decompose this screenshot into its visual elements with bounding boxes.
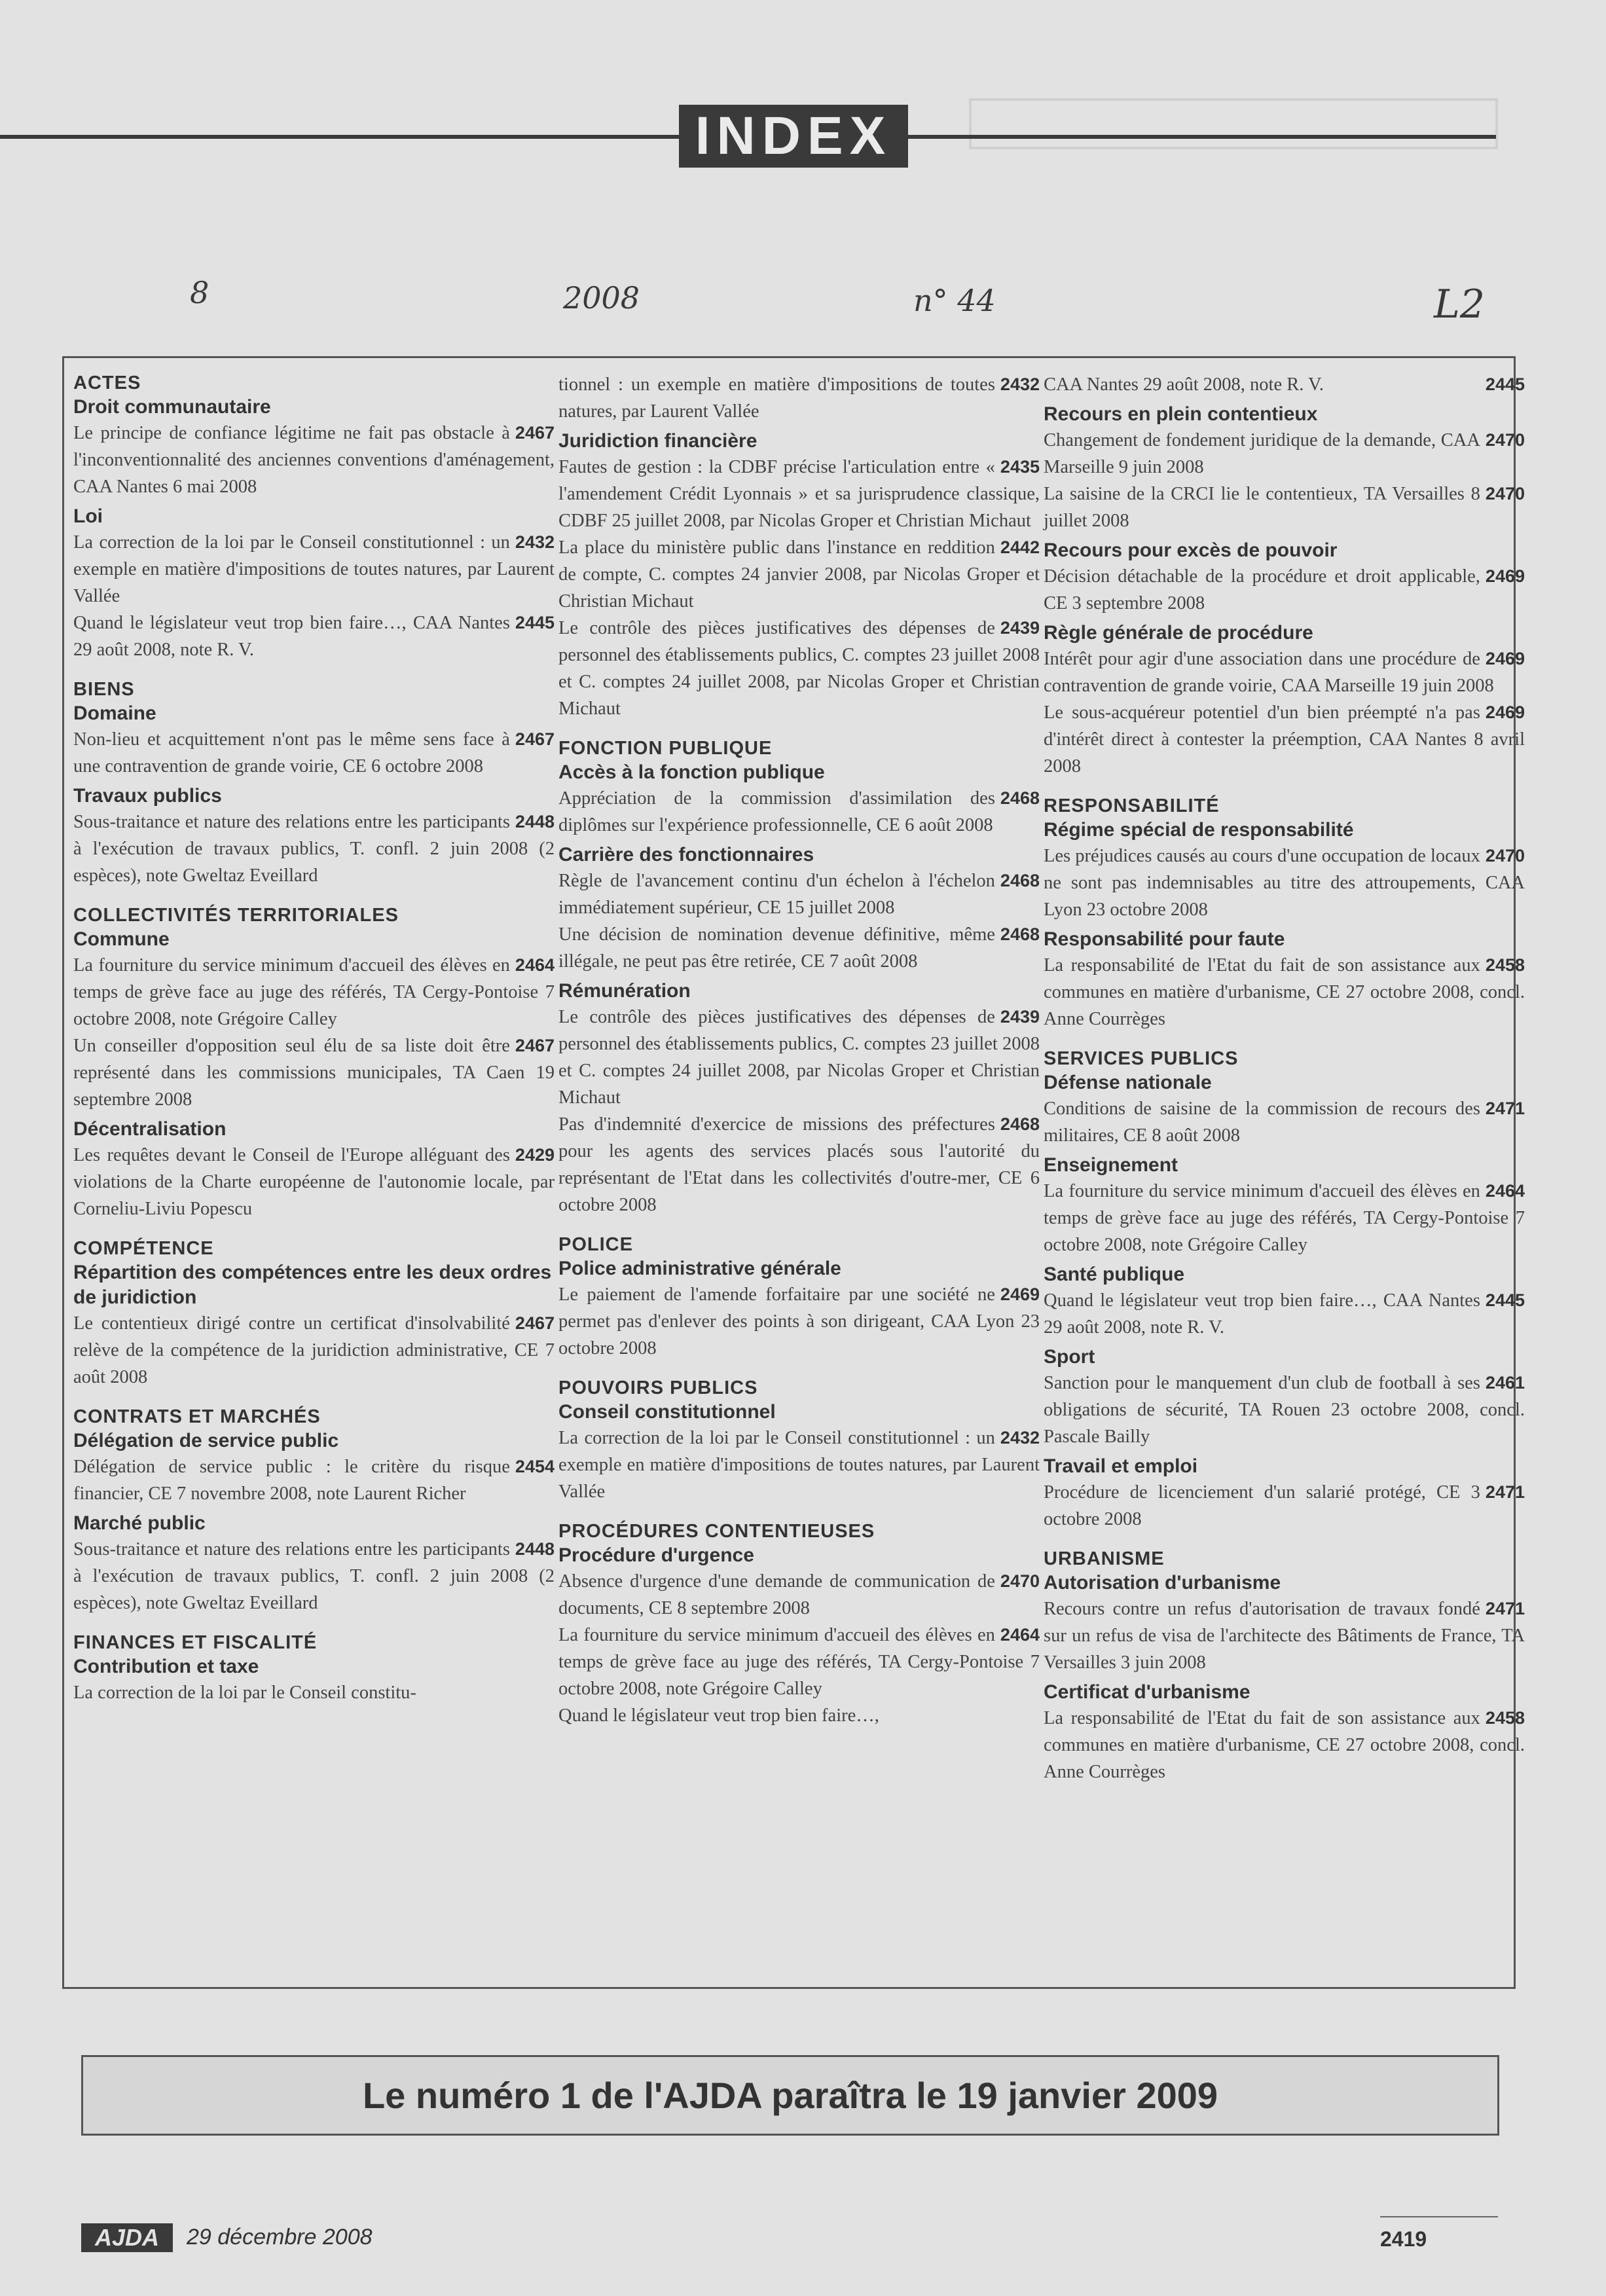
index-column-1 xyxy=(73,371,555,1710)
index-section xyxy=(558,371,1040,722)
index-entry xyxy=(73,1453,555,1507)
entry-text: Non-lieu et acquittement n'ont pas le même sens face à une contravention de grande voirie, CE 6 octobre 2008 xyxy=(73,729,510,776)
entry-text: Recours contre un refus d'autorisation de travaux fondé sur un refus de visa de l'architecte des Bâtiments de France, TA Versailles 3 juin 2008 xyxy=(1044,1599,1525,1673)
topic-heading: Accès à la fonction publique xyxy=(558,761,825,783)
topic-heading: Procédure d'urgence xyxy=(558,1544,754,1566)
index-topic xyxy=(73,927,555,1113)
topic-heading: Décentralisation xyxy=(73,1118,227,1140)
entry-page-number: 2445 xyxy=(1485,1290,1525,1310)
index-section xyxy=(1044,1547,1525,1785)
entry-text: La correction de la loi par le Conseil constitutionnel : un exemple en matière d'impositions de toutes natures, par Laurent Vallée xyxy=(558,1428,1040,1502)
index-entry xyxy=(558,615,1040,722)
entry-text: Fautes de gestion : la CDBF précise l'articulation entre « l'amendement Crédit Lyonnais » et sa jurisprudence classique, CDBF 25 juillet 2008, par Nicolas Groper et Christian Michaut xyxy=(558,457,1040,531)
index-topic xyxy=(73,701,555,780)
index-topic xyxy=(73,395,555,500)
entry-page-number: 2468 xyxy=(1000,788,1040,808)
index-section xyxy=(73,1237,555,1391)
entry-page-number: 2469 xyxy=(1485,649,1525,668)
entry-page-number: 2470 xyxy=(1485,430,1525,450)
entry-page-number: 2432 xyxy=(1000,1428,1040,1448)
index-topic xyxy=(558,1256,1040,1362)
index-title: INDEX xyxy=(679,105,908,168)
index-topic xyxy=(1044,621,1525,780)
index-entry xyxy=(558,1004,1040,1111)
index-topic xyxy=(558,979,1040,1218)
index-entry xyxy=(558,454,1040,534)
section-heading: CONTRATS ET MARCHÉS xyxy=(73,1406,321,1427)
topic-heading: Juridiction financière xyxy=(558,430,757,452)
index-section xyxy=(1044,371,1525,780)
section-heading: POLICE xyxy=(558,1234,633,1255)
entry-page-number: 2470 xyxy=(1485,484,1525,503)
index-column-3 xyxy=(1044,371,1525,1789)
index-topic xyxy=(73,1654,555,1706)
topic-heading: Droit communautaire xyxy=(73,396,271,418)
index-topic xyxy=(73,1429,555,1507)
entry-page-number: 2467 xyxy=(515,423,555,443)
section-heading: URBANISME xyxy=(1044,1548,1165,1569)
entry-text: Le contrôle des pièces justificatives des dépenses de personnel des établissements publics, C. comptes 23 juillet 2008 et C. comptes 24 juillet 2008, par Nicolas Groper et Christian Michaut xyxy=(558,1007,1040,1108)
section-heading: COLLECTIVITÉS TERRITORIALES xyxy=(73,905,399,926)
index-topic xyxy=(558,1400,1040,1505)
ajda-logo: AJDA xyxy=(81,2223,173,2252)
entry-text: Le paiement de l'amende forfaitaire par une société ne permet pas d'enlever des points à son dirigeant, CAA Lyon 23 octobre 2008 xyxy=(558,1285,1040,1358)
entry-page-number: 2439 xyxy=(1000,618,1040,638)
entry-page-number: 2468 xyxy=(1000,871,1040,890)
index-topic xyxy=(1044,1070,1525,1149)
entry-page-number: 2464 xyxy=(1485,1181,1525,1201)
topic-heading: Autorisation d'urbanisme xyxy=(1044,1572,1281,1594)
index-entry xyxy=(73,726,555,780)
topic-heading: Recours pour excès de pouvoir xyxy=(1044,539,1338,561)
entry-text: Le contentieux dirigé contre un certificat d'insolvabilité relève de la compétence de la juridiction administrative, CE 7 août 2008 xyxy=(73,1313,555,1387)
index-topic xyxy=(558,760,1040,839)
index-entry xyxy=(1044,481,1525,534)
issue-date: 29 décembre 2008 xyxy=(187,2225,373,2250)
entry-page-number: 2467 xyxy=(515,729,555,749)
entry-text: La responsabilité de l'Etat du fait de son assistance aux communes en matière d'urbanisme, CE 27 octobre 2008, concl. Anne Courrèges xyxy=(1044,955,1525,1029)
entry-text: La fourniture du service minimum d'accueil des élèves en temps de grève face au juge des référés, TA Cergy-Pontoise 7 octobre 2008, note Grégoire Calley xyxy=(73,955,555,1029)
index-section xyxy=(558,737,1040,1218)
index-topic xyxy=(1044,927,1525,1032)
handwritten-note-3: n° 44 xyxy=(913,283,996,318)
entry-page-number: 2432 xyxy=(515,532,555,552)
index-entry xyxy=(558,1425,1040,1505)
entry-page-number: 2471 xyxy=(1485,1599,1525,1618)
entry-page-number: 2469 xyxy=(1485,702,1525,722)
entry-page-number: 2429 xyxy=(515,1145,555,1165)
entry-text: tionnel : un exemple en matière d'impositions de toutes natures, par Laurent Vallée xyxy=(558,374,995,422)
entry-text: Pas d'indemnité d'exercice de missions des préfectures pour les agents des services placés sous l'autorité du représentant de l'Etat dans les collectivités d'outre-mer, CE 6 octobre 2008 xyxy=(558,1114,1040,1215)
index-entry xyxy=(1044,1095,1525,1149)
handwritten-note-4: L2 xyxy=(1434,282,1486,327)
entry-text: La place du ministère public dans l'instance en reddition de compte, C. comptes 24 janvier 2008, par Nicolas Groper et Christian Michaut xyxy=(558,538,1040,611)
index-topic xyxy=(73,1117,555,1222)
index-section xyxy=(73,1405,555,1616)
index-entry xyxy=(1044,1370,1525,1450)
entry-page-number: 2464 xyxy=(515,955,555,975)
entry-page-number: 2468 xyxy=(1000,1114,1040,1134)
entry-text: La correction de la loi par le Conseil constitutionnel : un exemple en matière d'impositions de toutes natures, par Laurent Vallée xyxy=(73,532,555,606)
section-heading: FINANCES ET FISCALITÉ xyxy=(73,1632,318,1653)
index-topic xyxy=(1044,1345,1525,1450)
index-topic xyxy=(1044,1454,1525,1533)
index-entry xyxy=(558,1702,1040,1729)
entry-text: La saisine de la CRCI lie le contentieux, TA Versailles 8 juillet 2008 xyxy=(1044,484,1480,531)
topic-heading: Enseignement xyxy=(1044,1154,1178,1176)
page-number: 2419 xyxy=(1380,2227,1427,2251)
entry-text: Décision détachable de la procédure et droit applicable, CE 3 septembre 2008 xyxy=(1044,566,1480,613)
topic-heading: Responsabilité pour faute xyxy=(1044,928,1285,950)
entry-page-number: 2432 xyxy=(1000,374,1040,394)
entry-page-number: 2448 xyxy=(515,1539,555,1559)
index-topic xyxy=(558,371,1040,425)
topic-heading: Régime spécial de responsabilité xyxy=(1044,819,1354,841)
topic-heading: Travaux publics xyxy=(73,785,222,807)
index-topic xyxy=(73,504,555,663)
index-topic xyxy=(1044,1680,1525,1785)
entry-page-number: 2469 xyxy=(1000,1285,1040,1304)
topic-heading: Recours en plein contentieux xyxy=(1044,403,1318,425)
topic-heading: Marché public xyxy=(73,1512,206,1534)
entry-text: Absence d'urgence d'une demande de communication de documents, CE 8 septembre 2008 xyxy=(558,1571,995,1618)
entry-text: Quand le législateur veut trop bien faire…, xyxy=(558,1705,879,1726)
index-section xyxy=(558,1233,1040,1362)
entry-page-number: 2461 xyxy=(1485,1373,1525,1393)
index-topic xyxy=(558,429,1040,722)
index-section xyxy=(73,371,555,663)
entry-text: Une décision de nomination devenue définitive, même illégale, ne peut pas être retirée, CE 7 août 2008 xyxy=(558,924,995,972)
index-column-2 xyxy=(558,371,1040,1733)
index-topic xyxy=(558,843,1040,975)
index-topic xyxy=(1044,1153,1525,1258)
entry-page-number: 2469 xyxy=(1485,566,1525,586)
topic-heading: Domaine xyxy=(73,702,156,724)
index-entry xyxy=(73,420,555,500)
section-heading: ACTES xyxy=(73,373,141,393)
index-entry xyxy=(73,952,555,1032)
entry-text: Le principe de confiance légitime ne fait pas obstacle à l'inconventionnalité des anciennes conventions d'aménagement, CAA Nantes 6 mai 2008 xyxy=(73,423,555,497)
topic-heading: Répartition des compétences entre les deux ordres de juridiction xyxy=(73,1262,552,1308)
section-heading: COMPÉTENCE xyxy=(73,1238,214,1259)
entry-text: Quand le législateur veut trop bien faire…, CAA Nantes 29 août 2008, note R. V. xyxy=(1044,1290,1480,1338)
index-section xyxy=(73,678,555,889)
index-entry xyxy=(73,1142,555,1222)
next-issue-banner: Le numéro 1 de l'AJDA paraîtra le 19 janvier 2009 xyxy=(81,2055,1499,2136)
index-section xyxy=(1044,1047,1525,1533)
entry-text: Appréciation de la commission d'assimilation des diplômes sur l'expérience professionnelle, CE 6 août 2008 xyxy=(558,788,995,835)
index-section xyxy=(558,1376,1040,1505)
topic-heading: Travail et emploi xyxy=(1044,1455,1198,1477)
entry-text: Conditions de saisine de la commission de recours des militaires, CE 8 août 2008 xyxy=(1044,1099,1480,1146)
entry-text: La fourniture du service minimum d'accueil des élèves en temps de grève face au juge des référés, TA Cergy-Pontoise 7 octobre 2008, note Grégoire Calley xyxy=(558,1625,1040,1699)
index-topic xyxy=(1044,371,1525,398)
topic-heading: Conseil constitutionnel xyxy=(558,1401,776,1423)
index-entry xyxy=(73,610,555,663)
index-entry xyxy=(1044,1705,1525,1785)
entry-text: Quand le législateur veut trop bien faire…, CAA Nantes 29 août 2008, note R. V. xyxy=(73,613,510,660)
index-entry xyxy=(73,1536,555,1616)
index-entry xyxy=(1044,1178,1525,1258)
entry-text: Sous-traitance et nature des relations entre les participants à l'exécution de travaux publics, T. confl. 2 juin 2008 (2 espèces), note Gweltaz Eveillard xyxy=(73,1539,555,1613)
topic-heading: Délégation de service public xyxy=(73,1430,339,1451)
page-number-rule xyxy=(1380,2216,1498,2217)
entry-text: Sanction pour le manquement d'un club de football à ses obligations de sécurité, TA Rouen 23 octobre 2008, concl. Pascale Bailly xyxy=(1044,1373,1525,1447)
index-entry xyxy=(558,1622,1040,1702)
entry-text: Changement de fondement juridique de la demande, CAA Marseille 9 juin 2008 xyxy=(1044,430,1480,477)
index-frame xyxy=(62,356,1525,1989)
index-entry xyxy=(558,1111,1040,1218)
index-entry xyxy=(1044,699,1525,780)
entry-page-number: 2445 xyxy=(1485,374,1525,394)
entry-page-number: 2471 xyxy=(1485,1482,1525,1502)
index-entry xyxy=(558,867,1040,921)
section-heading: POUVOIRS PUBLICS xyxy=(558,1377,758,1398)
entry-text: Règle de l'avancement continu d'un échelon à l'échelon immédiatement supérieur, CE 15 juillet 2008 xyxy=(558,871,995,918)
entry-page-number: 2458 xyxy=(1485,955,1525,975)
index-entry xyxy=(73,529,555,610)
topic-heading: Police administrative générale xyxy=(558,1258,841,1279)
index-section xyxy=(1044,794,1525,1032)
topic-heading: Règle générale de procédure xyxy=(1044,622,1313,644)
index-entry xyxy=(73,1679,555,1706)
entry-page-number: 2435 xyxy=(1000,457,1040,477)
index-entry xyxy=(1044,1595,1525,1676)
index-entry xyxy=(558,1281,1040,1362)
entry-text: Le contrôle des pièces justificatives des dépenses de personnel des établissements publics, C. comptes 23 juillet 2008 et C. comptes 24 juillet 2008, par Nicolas Groper et Christian Michaut xyxy=(558,618,1040,719)
handwritten-note-1: 8 xyxy=(190,275,210,310)
index-section xyxy=(73,903,555,1222)
index-topic xyxy=(73,784,555,889)
index-entry xyxy=(1044,1287,1525,1341)
topic-heading: Sport xyxy=(1044,1346,1095,1368)
entry-text: Les requêtes devant le Conseil de l'Europe alléguant des violations de la Charte européenne de l'autonomie locale, par Corneliu-Liviu Popescu xyxy=(73,1145,555,1219)
entry-text: Procédure de licenciement d'un salarié protégé, CE 3 octobre 2008 xyxy=(1044,1482,1480,1529)
section-heading: RESPONSABILITÉ xyxy=(1044,795,1220,816)
topic-heading: Défense nationale xyxy=(1044,1072,1212,1093)
entry-text: Intérêt pour agir d'une association dans une procédure de contravention de grande voirie, CAA Marseille 19 juin 2008 xyxy=(1044,649,1494,696)
index-entry xyxy=(558,785,1040,839)
index-entry xyxy=(558,921,1040,975)
index-entry xyxy=(1044,1479,1525,1533)
entry-text: Délégation de service public : le critère du risque financier, CE 7 novembre 2008, note Laurent Richer xyxy=(73,1457,510,1504)
index-entry xyxy=(558,1568,1040,1622)
index-section xyxy=(73,1631,555,1706)
index-entry xyxy=(558,371,1040,425)
index-entry xyxy=(1044,843,1525,923)
section-heading: PROCÉDURES CONTENTIEUSES xyxy=(558,1521,875,1542)
entry-page-number: 2471 xyxy=(1485,1099,1525,1118)
entry-text: Un conseiller d'opposition seul élu de sa liste doit être représenté dans les commissions municipales, TA Caen 19 septembre 2008 xyxy=(73,1036,555,1110)
entry-text: Le sous-acquéreur potentiel d'un bien préempté n'a pas d'intérêt direct à contester la préemption, CAA Nantes 8 avril 2008 xyxy=(1044,702,1525,776)
index-topic xyxy=(558,1543,1040,1729)
entry-page-number: 2464 xyxy=(1000,1625,1040,1645)
entry-page-number: 2470 xyxy=(1485,846,1525,866)
header-rule-left xyxy=(0,135,681,139)
topic-heading: Loi xyxy=(73,505,103,527)
index-topic xyxy=(73,1511,555,1616)
topic-heading: Commune xyxy=(73,928,170,950)
entry-page-number: 2470 xyxy=(1000,1571,1040,1591)
index-topic xyxy=(73,1260,555,1391)
entry-page-number: 2454 xyxy=(515,1457,555,1476)
entry-page-number: 2439 xyxy=(1000,1007,1040,1027)
topic-heading: Santé publique xyxy=(1044,1264,1185,1285)
index-entry xyxy=(558,534,1040,615)
index-topic xyxy=(1044,1571,1525,1676)
entry-page-number: 2468 xyxy=(1000,924,1040,944)
entry-text: CAA Nantes 29 août 2008, note R. V. xyxy=(1044,374,1324,395)
entry-text: La correction de la loi par le Conseil constitu- xyxy=(73,1683,416,1703)
entry-text: La fourniture du service minimum d'accueil des élèves en temps de grève face au juge des référés, TA Cergy-Pontoise 7 octobre 2008, note Grégoire Calley xyxy=(1044,1181,1525,1255)
entry-page-number: 2467 xyxy=(515,1313,555,1333)
index-topic xyxy=(1044,402,1525,534)
entry-page-number: 2458 xyxy=(1485,1708,1525,1728)
index-entry xyxy=(73,1310,555,1391)
entry-page-number: 2442 xyxy=(1000,538,1040,557)
index-entry xyxy=(73,809,555,889)
entry-page-number: 2445 xyxy=(515,613,555,632)
topic-heading: Certificat d'urbanisme xyxy=(1044,1681,1250,1703)
section-heading: SERVICES PUBLICS xyxy=(1044,1048,1239,1069)
index-entry xyxy=(73,1032,555,1113)
index-entry xyxy=(1044,646,1525,699)
index-entry xyxy=(1044,563,1525,617)
show-through-bar xyxy=(969,98,1498,149)
index-entry xyxy=(1044,952,1525,1032)
entry-text: Sous-traitance et nature des relations entre les participants à l'exécution de travaux publics, T. confl. 2 juin 2008 (2 espèces), note Gweltaz Eveillard xyxy=(73,812,555,886)
entry-text: La responsabilité de l'Etat du fait de son assistance aux communes en matière d'urbanisme, CE 27 octobre 2008, concl. Anne Courrèges xyxy=(1044,1708,1525,1782)
index-entry xyxy=(1044,427,1525,481)
header-rule-right xyxy=(907,135,1496,139)
index-topic xyxy=(1044,818,1525,923)
index-topic xyxy=(1044,1262,1525,1341)
index-entry xyxy=(1044,371,1525,398)
topic-heading: Rémunération xyxy=(558,980,691,1002)
section-heading: FONCTION PUBLIQUE xyxy=(558,738,773,759)
entry-text: Les préjudices causés au cours d'une occupation de locaux ne sont pas indemnisables au titre des attroupements, CAA Lyon 23 octobre 2008 xyxy=(1044,846,1525,920)
handwritten-note-2: 2008 xyxy=(563,280,640,316)
section-heading: BIENS xyxy=(73,679,135,700)
index-topic xyxy=(1044,538,1525,617)
topic-heading: Contribution et taxe xyxy=(73,1656,259,1677)
entry-page-number: 2448 xyxy=(515,812,555,831)
topic-heading: Carrière des fonctionnaires xyxy=(558,844,814,866)
entry-page-number: 2467 xyxy=(515,1036,555,1055)
index-section xyxy=(558,1520,1040,1729)
